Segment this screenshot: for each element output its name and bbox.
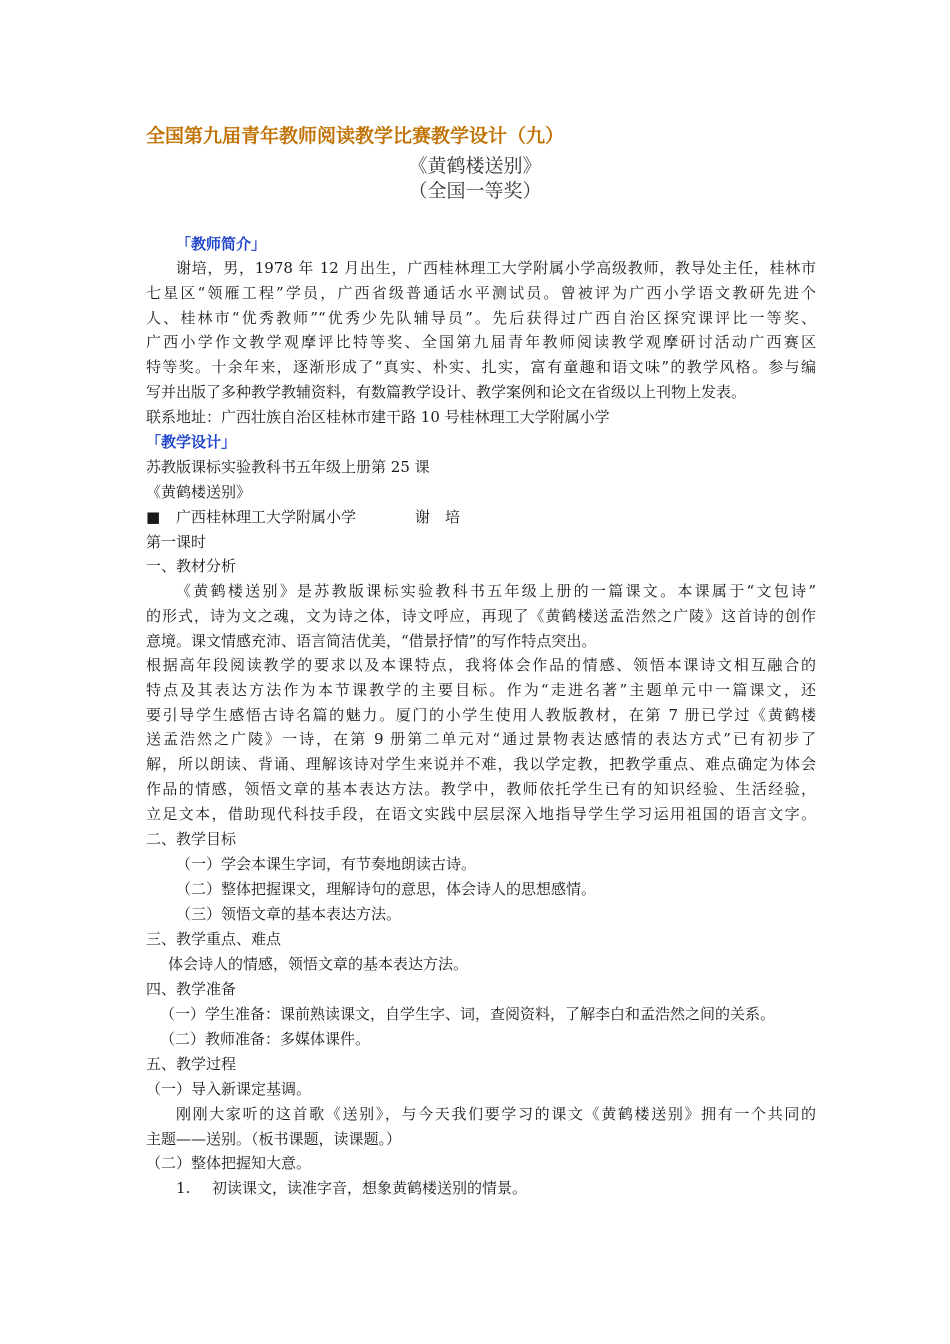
section-3-title: 三、教学重点、难点	[146, 930, 282, 948]
intro-heading: 「教师简介」	[176, 235, 267, 253]
intro-line: 写并出版了多种教学教辅资料，有数篇教学设计、教学案例和论文在省级以上刊物上发表。	[146, 382, 747, 401]
intro-line: 联系地址：广西壮族自治区桂林市建干路 10 号桂林理工大学附属小学	[146, 407, 610, 426]
intro-line: 人、桂林市“优秀教师”“优秀少先队辅导员”。先后获得过广西自治区探究课评比一等奖、	[146, 308, 816, 327]
paragraph-line: 的形式，诗为文之魂，文为诗之体，诗文呼应，再现了《黄鹤楼送孟浩然之广陵》这首诗的创作	[146, 606, 816, 625]
process-step-1: （一）导入新课定基调。	[146, 1080, 312, 1098]
objective-item: （一）学会本课生字词，有节奏地朗读古诗。	[176, 855, 477, 873]
lesson-period: 第一课时	[146, 533, 207, 551]
paragraph-line: 送孟浩然之广陵》一诗，在第 9 册第二单元对“通过景物表达感情的表达方式”已有初步了	[146, 730, 816, 749]
material-analysis-paragraph-1	[146, 579, 816, 653]
paragraph-line: 特点及其表达方法作为本节课教学的主要目标。作为“走进名著”主题单元中一篇课文，还	[146, 680, 816, 699]
process-item-number: 1.	[176, 1179, 191, 1197]
preparation-item: （二）教师准备：多媒体课件。	[160, 1030, 371, 1048]
key-points-text: 体会诗人的情感，领悟文章的基本表达方法。	[168, 955, 469, 973]
school-marker: ■	[146, 508, 161, 526]
objective-item: （三）领悟文章的基本表达方法。	[176, 905, 402, 923]
process-step-1-paragraph	[146, 1102, 816, 1152]
objective-item: （二）整体把握课文，理解诗句的意思，体会诗人的思想感情。	[176, 880, 597, 898]
paragraph-line: 作品的情感，领悟文章的基本表达方法。教学中，教师依托学生已有的知识经验、生活经验，	[146, 779, 816, 798]
intro-line: 广西小学作文教学观摩评比特等奖、全国第九届青年教师阅读教学观摩研讨活动广西赛区	[146, 333, 816, 352]
section-2-title: 二、教学目标	[146, 830, 237, 848]
teacher-name: 谢 培	[415, 508, 461, 526]
process-item-text: 初读课文，读准字音，想象黄鹤楼送别的情景。	[212, 1179, 528, 1197]
process-step-2: （二）整体把握知大意。	[146, 1154, 312, 1172]
paragraph-line: 刚刚大家听的这首歌《送别》，与今天我们要学习的课文《黄鹤楼送别》拥有一个共同的	[176, 1105, 816, 1123]
design-heading: 「教学设计」	[146, 433, 237, 451]
intro-line: 谢培，男，1978 年 12 月出生，广西桂林理工大学附属小学高级教师，教导处主任，桂林市	[176, 259, 816, 277]
intro-line: 七星区“领雁工程”学员，广西省级普通话水平测试员。曾被评为广西小学语文教研先进个	[146, 283, 816, 302]
lesson-title: 《黄鹤楼送别》	[146, 483, 252, 501]
section-5-title: 五、教学过程	[146, 1055, 237, 1073]
paragraph-line: 要引导学生感悟古诗名篇的魅力。厦门的小学生使用人教版教材，在第 7 册已学过《黄鹤楼	[146, 705, 816, 724]
paragraph-line: 《黄鹤楼送别》是苏教版课标实验教科书五年级上册的一篇课文。本课属于“文包诗”	[176, 582, 816, 600]
school-name: 广西桂林理工大学附属小学	[176, 508, 357, 526]
textbook-info: 苏教版课标实验教科书五年级上册第 25 课	[146, 458, 430, 476]
teacher-intro-paragraph	[146, 256, 816, 430]
paragraph-line: 根据高年段阅读教学的要求以及本课特点，我将体会作品的情感、领悟本课诗文相互融合的	[146, 656, 816, 674]
paragraph-line: 主题——送别。（板书课题，读课题。）	[146, 1129, 402, 1148]
document-title: 全国第九届青年教师阅读教学比赛教学设计（九）	[146, 125, 565, 147]
document-subtitle: 《黄鹤楼送别》	[408, 155, 542, 177]
preparation-item: （一）学生准备：课前熟读课文，自学生字、词，查阅资料，了解李白和孟浩然之间的关系。	[160, 1005, 776, 1023]
paragraph-line: 立足文本，借助现代科技手段，在语文实践中层层深入地指导学生学习运用祖国的语言文字。	[146, 804, 816, 823]
section-4-title: 四、教学准备	[146, 980, 237, 998]
section-1-title: 一、教材分析	[146, 557, 237, 575]
award-label: （全国一等奖）	[408, 180, 542, 202]
material-analysis-paragraph-2	[146, 653, 816, 827]
intro-line: 特等奖。十余年来，逐渐形成了“真实、朴实、扎实，富有童趣和语文味”的教学风格。参与编	[146, 358, 816, 377]
paragraph-line: 解，所以朗读、背诵、理解该诗对学生来说并不难，我以学定教，把教学重点、难点确定为体会	[146, 755, 816, 774]
paragraph-line: 意境。课文情感充沛、语言简洁优美，“借景抒情”的写作特点突出。	[146, 631, 597, 650]
